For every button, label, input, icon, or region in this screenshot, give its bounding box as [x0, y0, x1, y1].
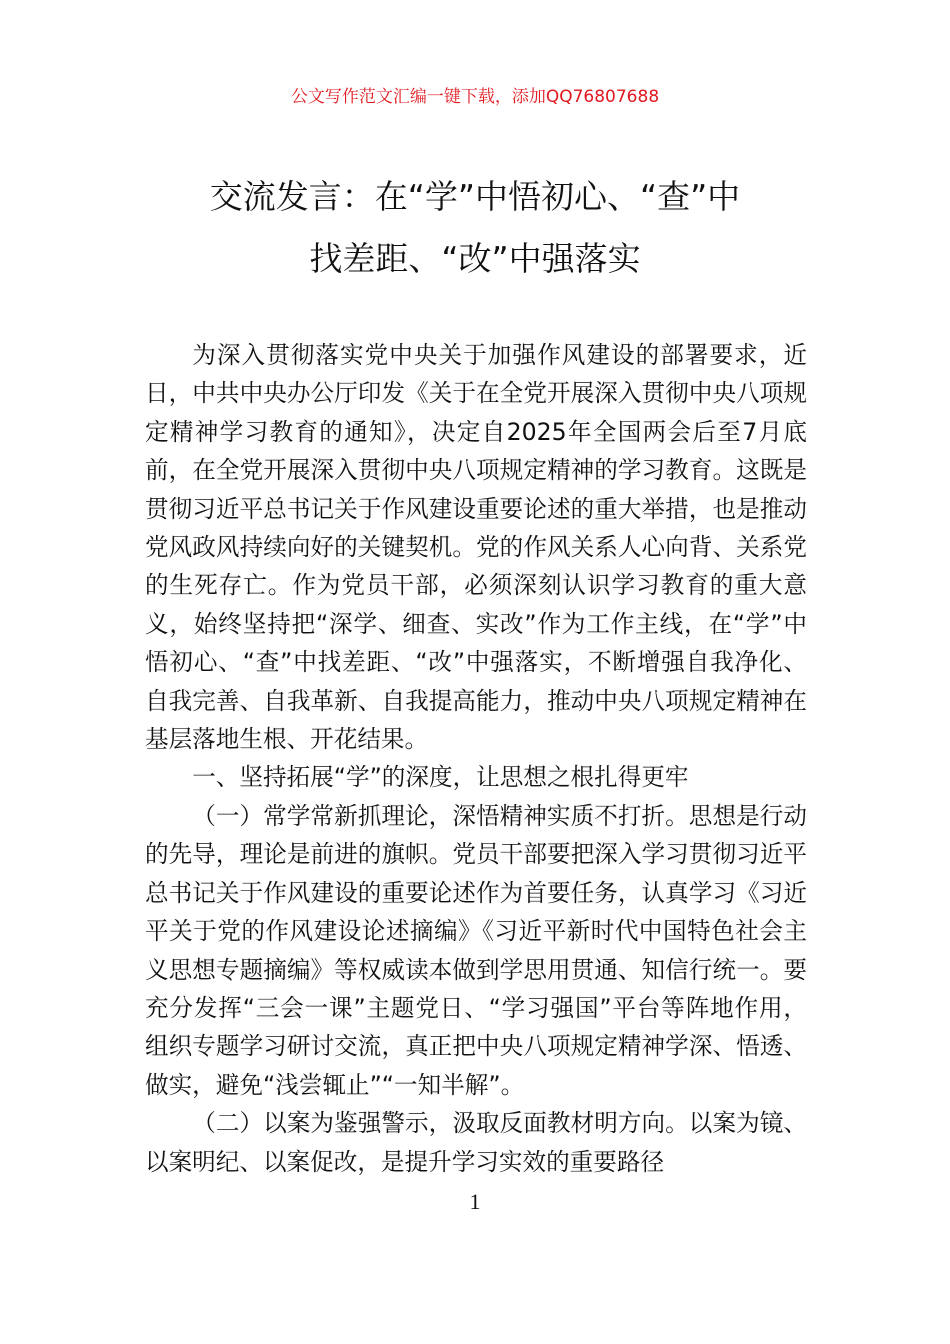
paragraph-subsection-2: （二）以案为鉴强警示，汲取反面教材明方向。以案为镜、以案明纪、以案促改，是提升学习实效的重要路径 [145, 1109, 807, 1176]
paragraph-intro: 为深入贯彻落实党中央关于加强作风建设的部署要求，近日，中共中央办公厅印发《关于在全党开展深入贯彻中央八项规定精神学习教育的通知》，决定自2025年全国两会后至7月底前，在全党开展深入贯彻中央八项规定精神的学习教育。这既是贯彻习近平总书记关于作风建设重要论述的重大举措，也是推动党风政风持续向好的关键契机。党的作风关系人心向背、关系党的生死存亡。作为党员干部，必须深刻认识学习教育的重大意义，始终坚持把“深学、细查、实改”作为工作主线，在“学”中悟初心、“查”中找差距、“改”中强落实，不断增强自我净化、自我完善、自我革新、自我提高能力，推动中央八项规定精神在基层落地生根、开花结果。 [145, 341, 807, 754]
section-heading-1: 一、坚持拓展“学”的深度，让思想之根扎得更牢 [192, 763, 689, 792]
page-number: 1 [469, 1189, 481, 1214]
document-body [145, 336, 807, 1181]
header-note: 公文写作范文汇编一键下载，添加QQ76807688 [290, 87, 660, 107]
title-line-2: 找差距、“改”中强落实 [309, 239, 641, 278]
document-title [100, 166, 850, 290]
paragraph-subsection-1: （一）常学常新抓理论，深悟精神实质不打折。思想是行动的先导，理论是前进的旗帜。党员干部要把深入学习贯彻习近平总书记关于作风建设的重要论述作为首要任务，认真学习《习近平关于党的作风建设论述摘编》《习近平新时代中国特色社会主义思想专题摘编》等权威读本做到学思用贯通、知信行统一。要充分发挥“三会一课”主题党日、“学习强国”平台等阵地作用，组织专题学习研讨交流，真正把中央八项规定精神学深、悟透、做实，避免“浅尝辄止”“一知半解”。 [145, 801, 807, 1099]
title-line-1: 交流发言：在“学”中悟初心、“查”中 [209, 177, 741, 216]
